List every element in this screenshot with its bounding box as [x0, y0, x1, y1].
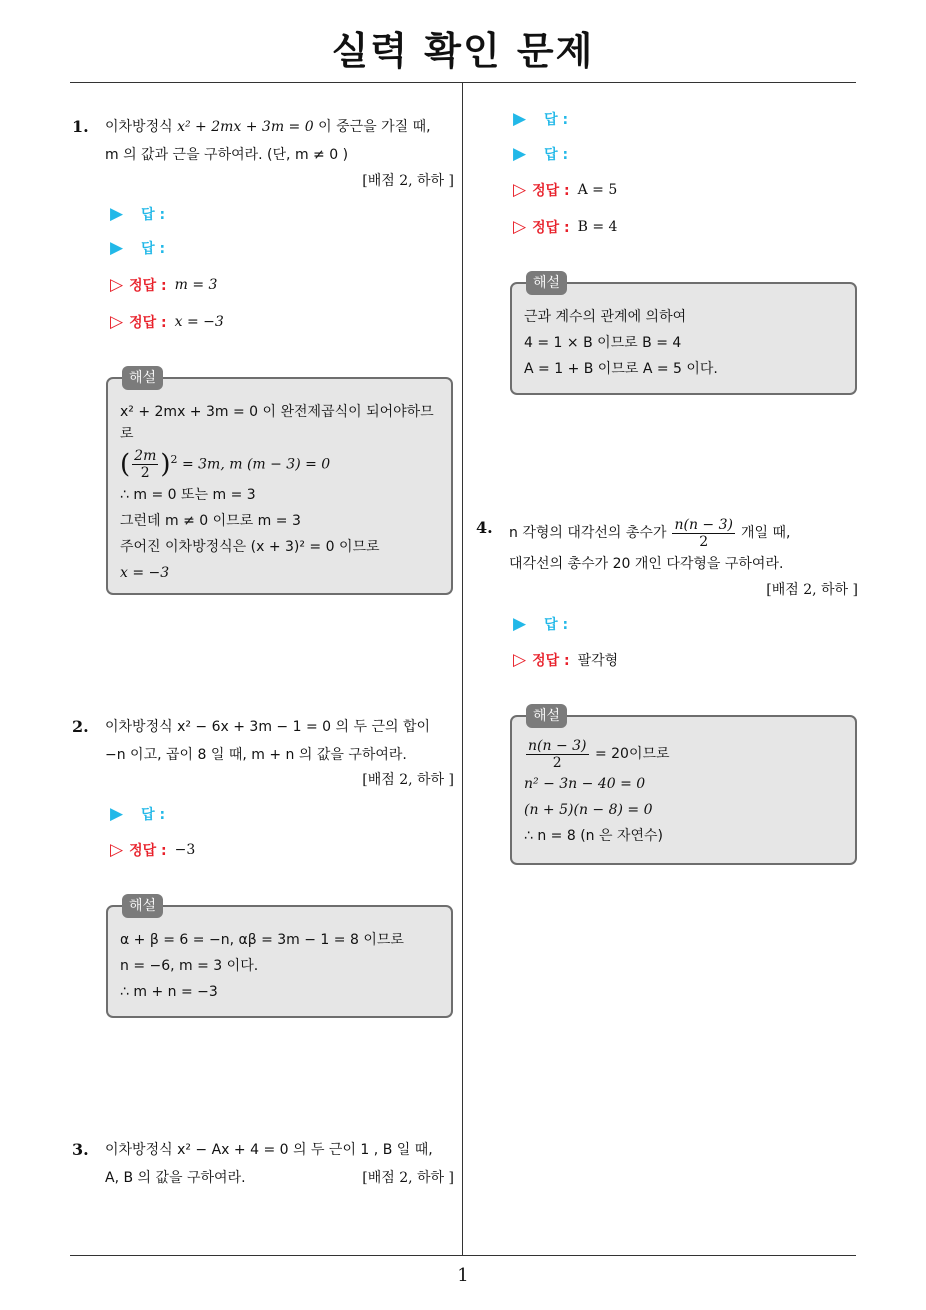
column-divider — [462, 83, 463, 1255]
q1-correct-row-1 — [110, 275, 217, 295]
play-triangle-filled-icon: ▶ — [513, 109, 527, 129]
q2-line1: 이차방정식 x² − 6x + 3m − 1 = 0 의 두 근의 합이 — [105, 719, 430, 735]
answer-label: 답 : — [141, 241, 166, 257]
q1-correct-row-2 — [110, 312, 224, 332]
q2-line2: −n 이고, 곱이 8 일 때, m + n 의 값을 구하여라. — [105, 747, 407, 763]
play-triangle-outline-icon: ▷ — [110, 840, 124, 860]
fraction-denominator: 2 — [699, 533, 709, 550]
q1-answer-row-1 — [110, 204, 165, 224]
q4-text-b: 개일 때, — [740, 525, 791, 541]
right-paren: ) — [160, 449, 171, 480]
q3-line2: A, B 의 값을 구하여라. — [105, 1170, 246, 1186]
correct-label: 정답 : — [129, 843, 167, 859]
q4-sol-line1-rest: = 20이므로 — [594, 746, 670, 762]
q4-sol-line1 — [524, 737, 843, 771]
q1-sol-fraction — [132, 448, 158, 481]
q1-equation: x² + 2mx + 3m = 0 — [177, 119, 314, 135]
page-title: 실력 확인 문제 — [331, 29, 595, 73]
q1-answer-row-2 — [110, 238, 165, 258]
q4-sol-line2: n² − 3n − 40 = 0 — [524, 776, 646, 792]
q1-sol-line3-rest: = 3m, m (m − 3) = 0 — [181, 456, 331, 473]
q1-sol-line5: 그런데 m ≠ 0 이므로 m = 3 — [120, 512, 301, 529]
answer-label: 답 : — [544, 147, 569, 163]
answer-label: 답 : — [141, 207, 166, 223]
q2-correct-row — [110, 840, 195, 860]
q4-number: 4. — [476, 518, 493, 537]
q1-sol-line6: 주어진 이차방정식은 (x + 3)² = 0 이므로 — [120, 538, 380, 555]
q3-score: [배점 2, 하하 ] — [362, 1170, 454, 1186]
play-triangle-filled-icon: ▶ — [513, 614, 527, 634]
play-triangle-outline-icon: ▷ — [110, 312, 124, 332]
q3-answer-row-2 — [513, 144, 568, 164]
q3-sol-line2: 4 = 1 × B 이므로 B = 4 — [524, 335, 682, 351]
q4-sol-line3: (n + 5)(n − 8) = 0 — [524, 802, 653, 818]
q3-correct-1: A = 5 — [577, 182, 618, 198]
answer-label: 답 : — [141, 807, 166, 823]
page-number: 1 — [457, 1265, 469, 1286]
q3-answer-row-1 — [513, 109, 568, 129]
q1-correct-2: x = −3 — [174, 314, 224, 330]
q1-sol-line1: x² + 2mx + 3m = 0 이 완전제곱식이 되어야하므 — [120, 404, 434, 420]
correct-label: 정답 : — [532, 220, 570, 236]
q4-text-a: n 각형의 대각선의 총수가 — [509, 525, 667, 541]
q4-correct: 팔각형 — [577, 653, 619, 669]
q2-sol-line3: ∴ m + n = −3 — [120, 984, 218, 1000]
q1-number: 1. — [72, 117, 89, 136]
q3-correct-row-1 — [513, 180, 617, 200]
q2-answer-row — [110, 804, 165, 824]
play-triangle-filled-icon: ▶ — [513, 144, 527, 164]
q3-sol-line1: 근과 계수의 관계에 의하여 — [524, 309, 687, 325]
q2-score: [배점 2, 하하 ] — [362, 772, 454, 788]
correct-label: 정답 : — [129, 315, 167, 331]
play-triangle-filled-icon: ▶ — [110, 204, 124, 224]
q4-answer-row — [513, 614, 568, 634]
q1-line2: m 의 값과 근을 구하여라. (단, m ≠ 0 ) — [105, 147, 349, 163]
q4-fraction — [672, 517, 735, 550]
solution-tag: 해설 — [122, 366, 163, 390]
q1-sol-line4: ∴ m = 0 또는 m = 3 — [120, 486, 256, 503]
q2-solution-box — [106, 898, 453, 1018]
play-triangle-outline-icon: ▷ — [110, 275, 124, 295]
q2-sol-line1: α + β = 6 = −n, αβ = 3m − 1 = 8 이므로 — [120, 932, 404, 948]
top-rule — [70, 82, 856, 83]
q4-solution-box — [510, 708, 857, 865]
q4-score: [배점 2, 하하 ] — [766, 582, 858, 598]
q1-sol-line3: ( $\frac{2m}{2}$ )$^2$ = 3m, m (m − 3) = 0 — [120, 448, 331, 482]
solution-tag: 해설 — [526, 271, 567, 295]
q3-solution-box — [510, 275, 857, 395]
q1-text-b: 이 중근을 가질 때, — [318, 119, 431, 135]
q4-sol-line4: ∴ n = 8 (n 은 자연수) — [524, 828, 664, 844]
q3-correct-2: B = 4 — [577, 219, 618, 235]
solution-tag: 해설 — [122, 894, 163, 918]
fraction-denominator: 2 — [140, 465, 150, 482]
solution-tag: 해설 — [526, 704, 567, 728]
q2-text — [105, 713, 455, 769]
q1-solution-box — [106, 370, 453, 595]
q3-correct-row-2 — [513, 217, 617, 237]
q2-sol-line2: n = −6, m = 3 이다. — [120, 958, 259, 974]
play-triangle-filled-icon: ▶ — [110, 804, 124, 824]
fraction-numerator: n(n − 3) — [528, 737, 587, 754]
q3-number: 3. — [72, 1140, 89, 1159]
q2-correct: −3 — [174, 842, 196, 858]
correct-label: 정답 : — [532, 183, 570, 199]
q4-line2: 대각선의 총수가 20 개인 다각형을 구하여라. — [509, 556, 784, 572]
q1-text-a: 이차방정식 — [105, 119, 173, 135]
answer-label: 답 : — [544, 112, 569, 128]
play-triangle-outline-icon: ▷ — [513, 180, 527, 200]
play-triangle-filled-icon: ▶ — [110, 238, 124, 258]
fraction-numerator: n(n − 3) — [674, 516, 733, 533]
correct-label: 정답 : — [532, 653, 570, 669]
q1-text — [105, 113, 455, 169]
fraction-denominator: 2 — [552, 754, 562, 771]
q1-score: [배점 2, 하하 ] — [362, 173, 454, 189]
q4-text — [509, 516, 859, 578]
q1-sol-line2: 로 — [120, 426, 134, 442]
q4-correct-row — [513, 650, 618, 670]
left-paren: ( — [120, 449, 131, 480]
q3-line1: 이차방정식 x² − Ax + 4 = 0 의 두 근이 1 , B 일 때, — [105, 1142, 433, 1158]
q3-sol-line3: A = 1 + B 이므로 A = 5 이다. — [524, 361, 718, 377]
q1-correct-1: m = 3 — [174, 277, 218, 293]
correct-label: 정답 : — [129, 278, 167, 294]
q2-number: 2. — [72, 717, 89, 736]
play-triangle-outline-icon: ▷ — [513, 650, 527, 670]
q1-sol-line7: x = −3 — [120, 564, 170, 581]
fraction-numerator: 2m — [134, 448, 157, 465]
play-triangle-outline-icon: ▷ — [513, 217, 527, 237]
bottom-rule — [70, 1255, 856, 1256]
answer-label: 답 : — [544, 617, 569, 633]
q4-sol-fraction — [526, 738, 589, 771]
